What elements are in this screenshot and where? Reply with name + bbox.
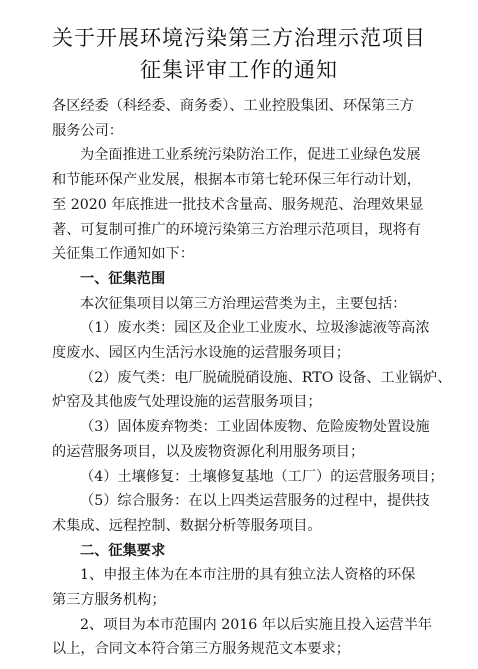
salutation-line-1: 各区经委（科经委、商务委）、工业控股集团、环保第三方: [52, 98, 414, 114]
scope-item-line: （4）土壤修复：土壤修复基地（工厂）的运营服务项目；: [80, 468, 444, 485]
scope-item-line: 度废水、园区内生活污水设施的运营服务项目；: [52, 345, 350, 361]
scope-intro-line: 本次征集项目以第三方治理运营类为主，主要包括：: [80, 295, 407, 312]
body-paragraph-line: 至 2020 年底推进一批技术含量高、服务规范、治理效果显: [52, 196, 424, 213]
scope-item-line: （1）废水类：园区及企业工业废水、垃圾渗滤液等高浓: [80, 320, 430, 337]
scope-item-line: 术集成、远程控制、数据分析等服务项目。: [52, 517, 322, 534]
body-paragraph-line: 关征集工作通知如下：: [52, 246, 194, 263]
body-paragraph-line: 和节能环保产业发展，根据本市第七轮环保三年行动计划，: [52, 172, 421, 189]
section-heading-requirements: 二、征集要求: [80, 542, 166, 559]
requirement-line: 第三方服务机构；: [52, 592, 166, 608]
document-title-line-1: 关于开展环境污染第三方治理示范项目: [52, 26, 426, 50]
scope-item-line: 炉窑及其他废气处理设施的运营服务项目；: [52, 394, 322, 411]
document-title-line-2: 征集评审工作的通知: [140, 58, 338, 82]
section-heading-scope: 一、征集范围: [80, 270, 166, 287]
scope-item-line: （2）废气类：电厂脱硫脱硝设施、RTO 设备、工业锅炉、: [80, 369, 452, 386]
scope-item-line: 的运营服务项目，以及废物资源化利用服务项目；: [52, 443, 365, 460]
requirement-line: 2、项目为本市范围内 2016 年以后实施且投入运营半年: [80, 616, 433, 633]
requirement-line: 1、申报主体为在本市注册的具有独立法人资格的环保: [80, 567, 416, 584]
body-paragraph-line: 为全面推进工业系统污染防治工作，促进工业绿色发展: [80, 147, 421, 164]
body-paragraph-line: 著、可复制可推广的环境污染第三方治理示范项目，现将有: [52, 221, 421, 238]
salutation-line-2: 服务公司：: [52, 122, 123, 139]
requirement-line: 以上，合同文本符合第三方服务规范文本要求；: [52, 641, 350, 658]
scope-item-line: （3）固体废弃物类：工业固体废物、危险废物处置设施: [80, 419, 430, 436]
scope-item-line: （5）综合服务：在以上四类运营服务的过程中，提供技: [80, 493, 430, 510]
